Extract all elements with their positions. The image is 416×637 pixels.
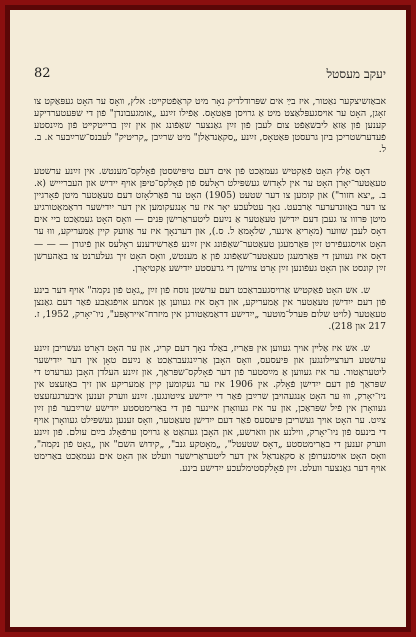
running-head: יעקב מעסטל — [326, 67, 386, 81]
paragraph: ש. אש איז אַלײן אויך געווען אין פּאַריז, באַלד נאָך דעם קריג, און ער האָט דאָרט געשריבן זײַנע ערשטע דערציילונגען און פּיעסעס, װאָס האָבן אַרײַנגעבראַכט אַ נײַעם טאָן אין דער ייִדישער ליטעראַטור. ער איז געווען אַ מײַסטער פֿון דער פֿאָלקס־שפּראַך, און זײַנע העלדן האָבן גערעדט די שפּראַך פֿון דעם ייִדישן פֿאָלק. אין 1906 איז ער געקומען קיין אַמעריקע און זיך באַזעצט אין ניו־יאָרק, וווּ ער האָט אָנגעהויבן שרײַבן פֿאַר די ייִדישע צײַטונגען. זײַנע ווערק זענען איבערגעזעצט געוואָרן אין פֿיל שפּראַכן, און ער איז געוואָרן איינער פֿון די באַרימטסטע ייִדישע שרײַבער פֿון זײַן צײַט. ער האָט אויך געשריבן פּיעסעס פֿאַר דעם ייִדישן טעאַטער, װאָס זענען געשפּילט געוואָרן אויף די בינעס פֿון ניו־יאָרק, ווילנע און ווארשע, און האָבן געהאַט אַ גרויסן ערפֿאָלג בײַם עולם. פֿון זײַנע ווערק זענען די באַרימטסטע „דאָס שטעטל", „מאָטקע גנב", „קידוש השם" און „גאָט פֿון נקמה", װאָס האָט אויסגערופֿן אַ סקאַנדאַל אין דער ליטעראַרישער וועלט און האָט אים געמאַכט באַרימט אויף דער גאַנצער וועלט. זײַן פֿאָלקסטימלעכע ייִדישע בינע. — [34, 342, 386, 475]
page-header — [34, 66, 386, 86]
paragraph: אבאַזשיצקער נאַטור, איז בײַ אים שפּרודלדיק נאָר מיט קראַפֿטקײט: אלץ, װאָס ער האָט געפּאַקט צו זאָגן, האָט ער אויסגעפּלאַצט מיט אַ גרױסן פּאַטאָס. אַפֿילו זײַנע „אומגעבונדן" פֿון די שפּעטערדיקע קענען פֿון אַזאַ ליבשאַפֿט צום לעבן פֿון זײַן גאַנצער שאַפֿונג און אין זײַן ברייטקײט פֿון מײַנסטע פֿעדערשטריכן ביזן גרעסטן פּאַטאָס, זײַנע „סקאַנדאַלן" מיט שרײַבן „קריטיק" לעבנס־שרײַבער א. ב. ל. — [34, 96, 386, 156]
page-number: 82 — [34, 66, 51, 81]
body-text — [34, 96, 386, 615]
paragraph: ש. אש האָט פֿאַקטיש אַרויסגעבראַכט דעם ערשטן נוסח פֿון זײַן „גאָט פֿון נקמה" אויף דער בינע פֿון דעם ייִדישן טעאַטער אין אַמעריקע, און דאָס איז געווען אַן אמתע אויפֿגאַבע פֿאַר דעם גאַנצן טעאַטער (לויט שלום פּערל־מוטער „ייִדישע דראַמאַטורגן אין מיזרח־אייראָפּע", ניו־יאָרק, 1952, ז. 217 און 218). — [34, 284, 386, 332]
paragraph: דאָס אַלץ האָט פֿאַקטיש געמאַכט פֿון אים דעם טיפּישסטן פֿאָלקס־מענטש. אין זײַנע ערשטע טעאַטער־יאָרן האָט ער אין לאָדזש געשפּילט ראָלעס פֿון פֿאָלקס־טיפּן אויף יידיש און העבריייש (א. ב. „יצא חזור") און קומען צו דער שטעט (1905) האָט ער פֿאַרלאָזט דעם טעאַטער מיטן פֿאָרגיין צו דער באַזונדערער אַרבעט. נאָך עטלעכע יאָר איז ער אָנגעקומען אין דער ייִדישער דראַמאַטורגיע מיטן פּרווו צו געבן דעם ייִדישן טעאַטער אַ נײַעם ליטעראַרישן פּנים — װאָס האָט געמאַכט ביי אים דאָס לעבן שווער (מאָריאַ אינער, שלאָמאַ ל. ס.), און דערנאָך איז ער אַוועק קיין אַמעריקע, וווּ ער האָט אויסגעפֿירט זײַן פּאַרמעגן טעאַטער־שאַפֿונג אין זײַנע פֿאַרשידענע ראָלעס און פֿיגורן — — — דאָס איז געווען די פּאַרמעגן טעאַטער־שאַפֿונג פֿון אַ מענטש, וואָס האָט זיך געלערנט צו באַהערשן זײַן קונסט און האָט געפֿונען זײַן אָרט צווישן די גרעסטע ייִדישע אַקטיאָרן. — [34, 166, 386, 274]
